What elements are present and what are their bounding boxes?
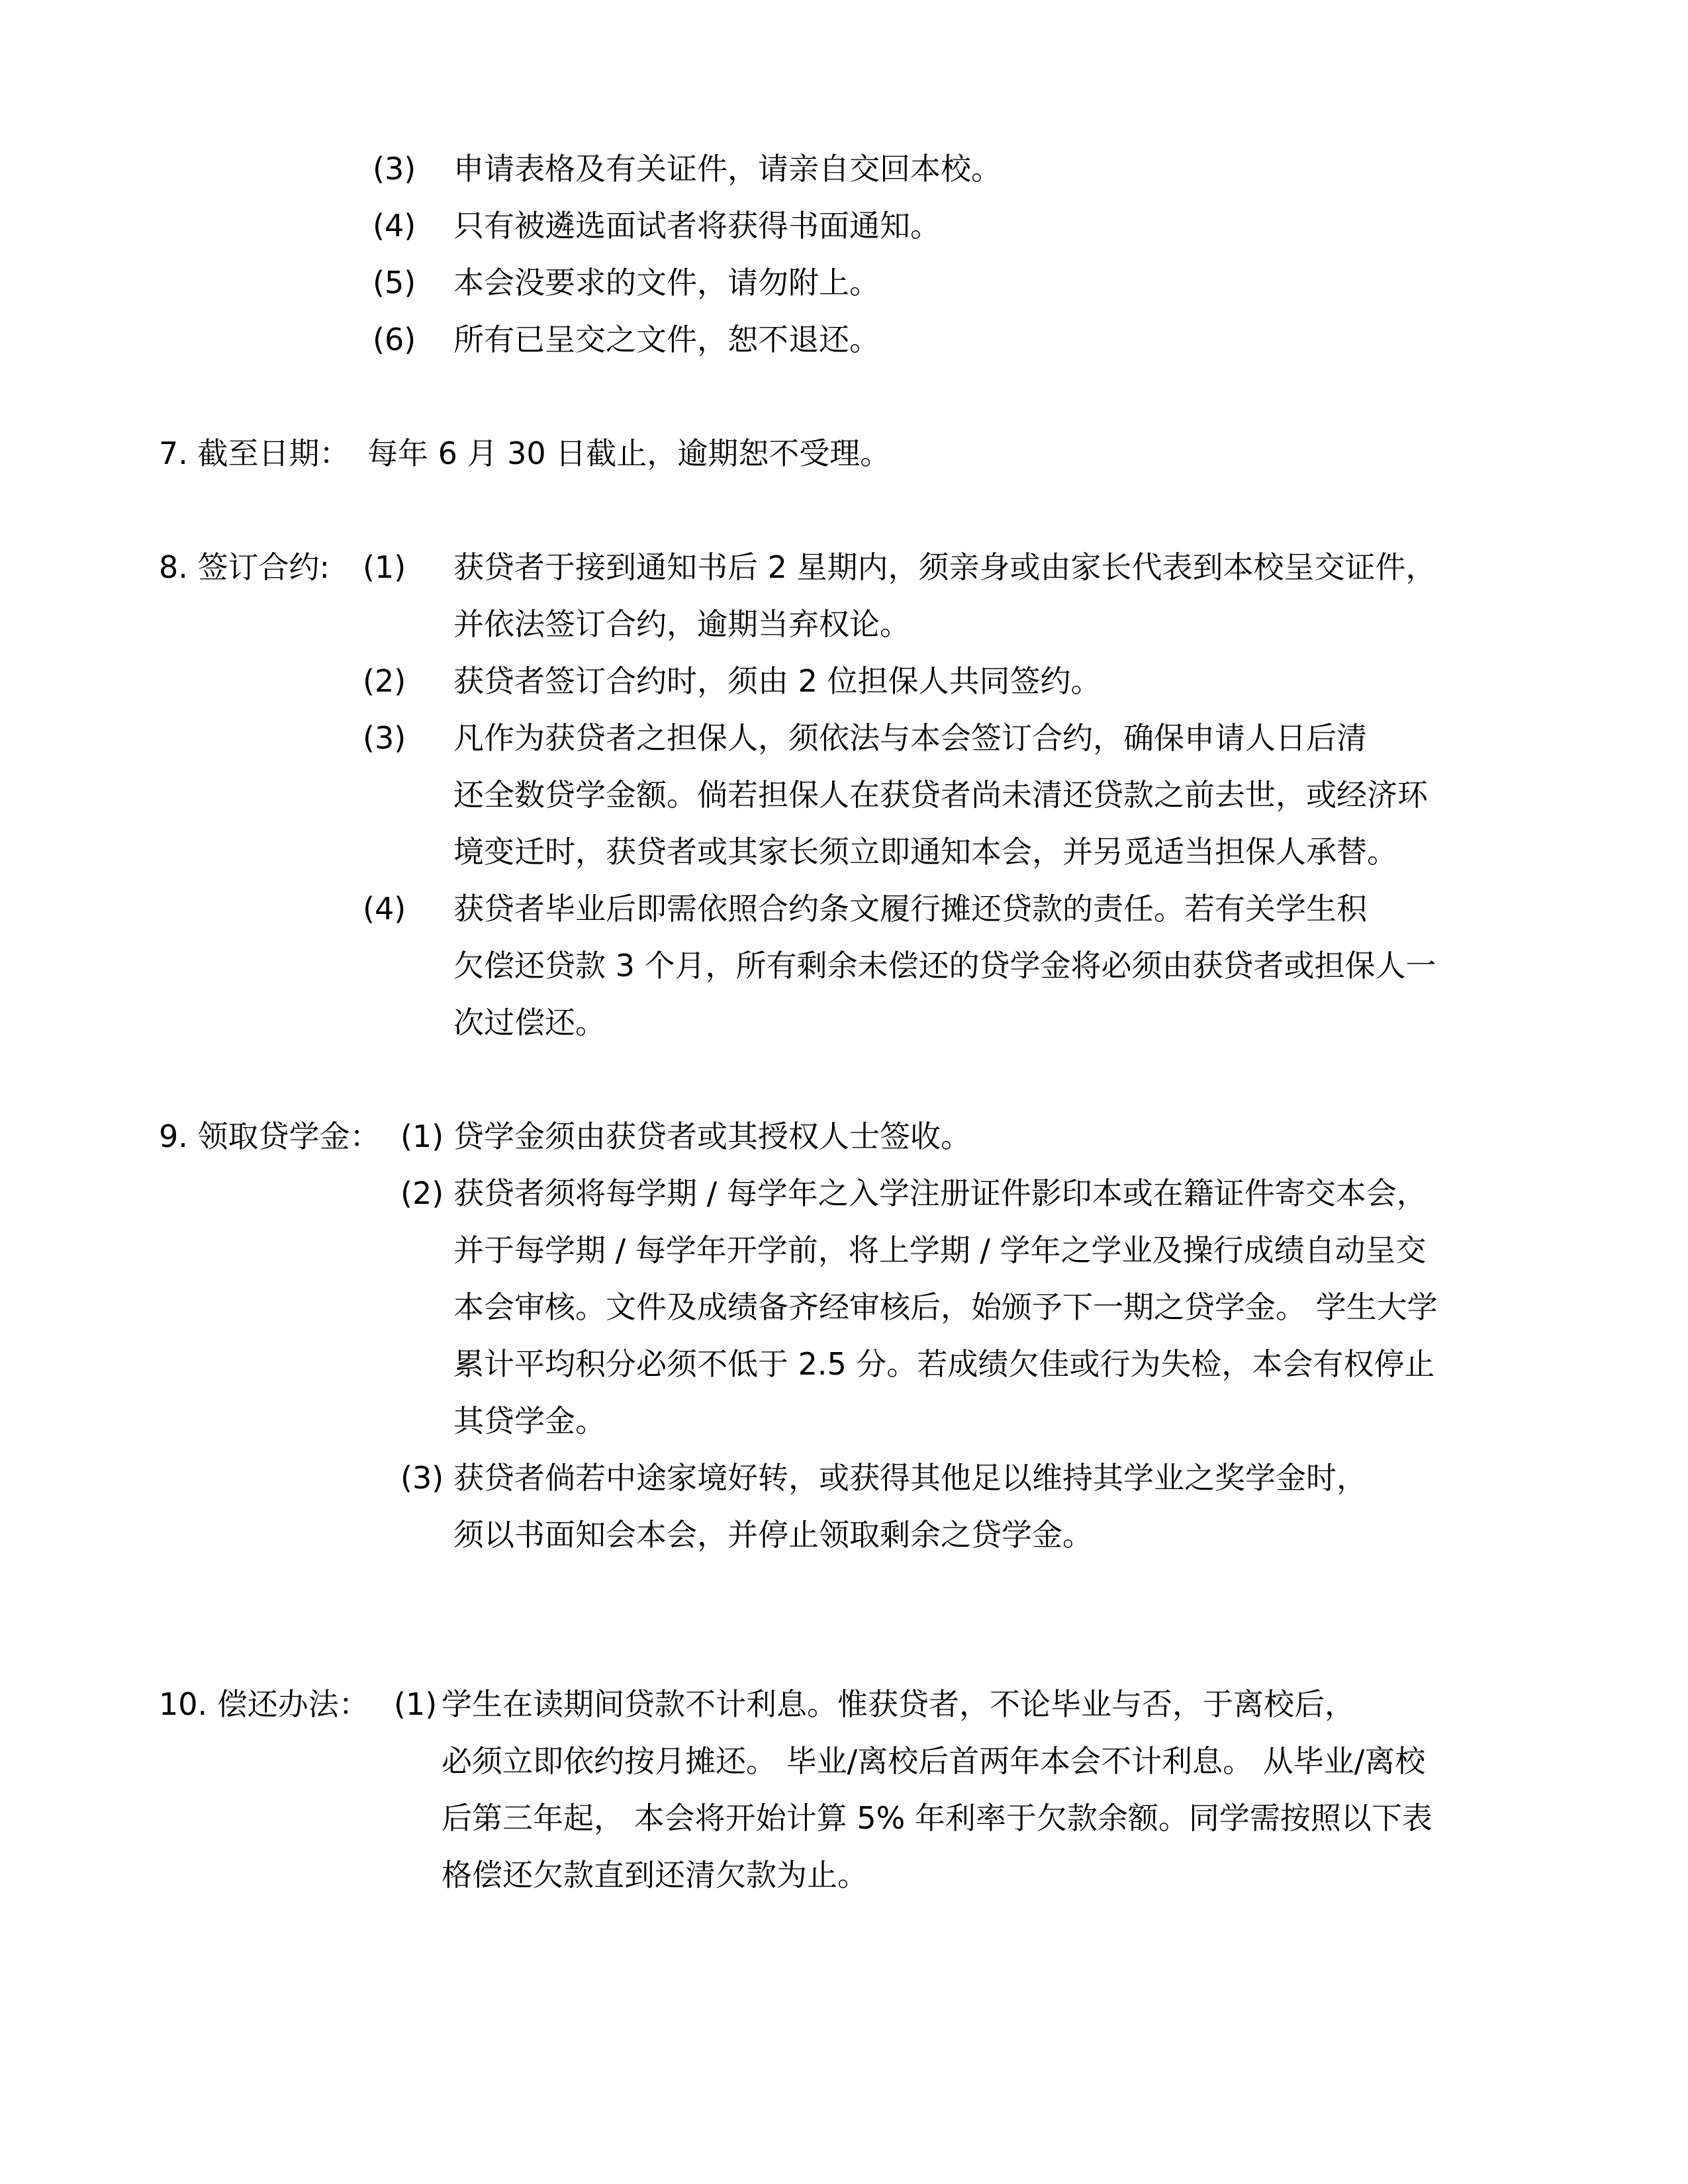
list-item-text: 欠偿还贷款 3 个月，所有剩余未偿还的贷学金将必须由获贷者或担保人一 [453,948,1436,983]
list-item-text: 格偿还欠款直到还清欠款为止。 [442,1857,868,1893]
section-heading: 9. 领取贷学金： [159,1118,381,1154]
list-number: (2) [400,1175,444,1211]
list-number: (3) [363,720,406,756]
list-number: (1) [400,1118,444,1154]
list-item-text: 本会审核。文件及成绩备齐经审核后，始颁予下一期之贷学金。 学生大学 [453,1289,1438,1325]
list-item-text: 获贷者毕业后即需依照合约条文履行摊还贷款的责任。若有关学生积 [453,891,1367,927]
section-heading: 8. 签订合约: [159,549,330,585]
list-number: (3) [373,151,416,187]
list-item-text: 并于每学期 / 每学年开学前，将上学期 / 学年之学业及操行成绩自动呈交 [453,1232,1427,1268]
list-item-text: 贷学金须由获贷者或其授权人士签收。 [453,1118,971,1154]
list-item-text: 获贷者须将每学期 / 每学年之入学注册证件影印本或在籍证件寄交本会， [453,1175,1427,1211]
list-number: (4) [363,891,406,927]
list-item-text: 境变迁时，获贷者或其家长须立即通知本会，并另觅适当担保人承替。 [453,834,1397,870]
list-item-text: 须以书面知会本会，并停止领取剩余之贷学金。 [453,1517,1093,1553]
list-item-text: 学生在读期间贷款不计利息。惟获贷者，不论毕业与否，于离校后， [442,1686,1355,1722]
list-item-text: 只有被遴选面试者将获得书面通知。 [453,208,941,244]
list-number: (4) [373,208,416,244]
list-number: (1) [394,1686,438,1722]
list-item-text: 并依法签订合约，逾期当弃权论。 [453,606,910,642]
list-item-text: 其贷学金。 [453,1403,606,1439]
list-number: (3) [400,1460,444,1496]
list-item-text: 凡作为获贷者之担保人，须依法与本会签订合约，确保申请人日后清 [453,720,1367,756]
list-item-text: 获贷者签订合约时，须由 2 位担保人共同签约。 [453,663,1102,699]
list-item-text: 所有已呈交之文件，恕不退还。 [453,322,880,357]
list-number: (5) [373,265,416,300]
list-number: (6) [373,322,416,357]
list-item-text: 还全数贷学金额。倘若担保人在获贷者尚未清还贷款之前去世，或经济环 [453,777,1428,813]
list-number: (2) [363,663,406,699]
section-heading: 7. 截至日期： [159,435,350,471]
list-item-text: 获贷者倘若中途家境好转，或获得其他足以维持其学业之奖学金时， [453,1460,1367,1496]
list-item-text: 次过偿还。 [453,1005,606,1040]
list-number: (1) [363,549,406,585]
section-text: 每年 6 月 30 日截止，逾期恕不受理。 [367,435,891,471]
list-item-text: 必须立即依约按月摊还。 毕业/离校后首两年本会不计利息。 从毕业/离校 [442,1743,1426,1779]
section-heading: 10. 偿还办法： [159,1686,369,1722]
list-item-text: 获贷者于接到通知书后 2 星期内，须亲身或由家长代表到本校呈交证件， [453,549,1436,585]
list-item-text: 本会没要求的文件，请勿附上。 [453,265,880,300]
list-item-text: 后第三年起， 本会将开始计算 5% 年利率于欠款余额。同学需按照以下表 [442,1800,1432,1836]
list-item-text: 累计平均积分必须不低于 2.5 分。若成绩欠佳或行为失检，本会有权停止 [453,1346,1435,1382]
list-item-text: 申请表格及有关证件，请亲自交回本校。 [453,151,1002,187]
